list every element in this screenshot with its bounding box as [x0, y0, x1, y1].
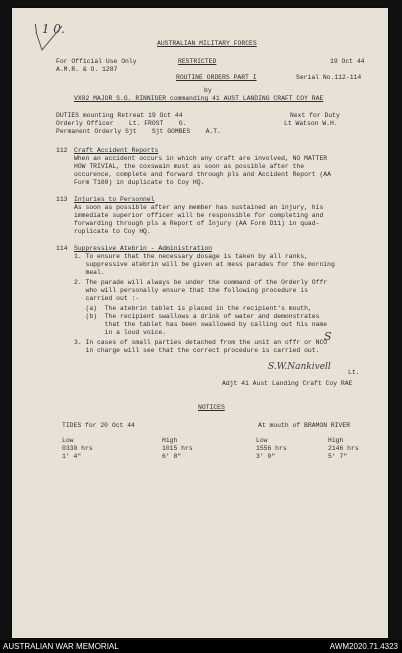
tide-height: 1' 4"	[62, 453, 82, 460]
tide-time: 0330 hrs	[62, 445, 93, 452]
item-text-line: As soon as possible after any member has sustained an injury, his	[74, 204, 324, 211]
item-text-line: immediate superior officer will be responsible for completing and	[74, 212, 324, 219]
item-text-line: forwarding through pls a Report of Injury (AA Form D11) in quad-	[74, 220, 320, 227]
handwritten-signature: S.W.Nankivell	[268, 362, 331, 372]
regulation-reference: A.M.R. & O. 1287	[56, 66, 118, 73]
item-text-line: 2. The parade will always be under the command of the Orderly Offr	[74, 279, 328, 286]
next-for-duty-name: Lt Watson W.H.	[284, 120, 338, 127]
tick-mark	[32, 24, 72, 54]
item-number: 114	[56, 245, 68, 252]
footer-institution: AUSTRALIAN WAR MEMORIAL	[3, 642, 119, 651]
tide-time: 2146 hrs	[328, 445, 359, 452]
document-page	[12, 8, 388, 638]
next-for-duty-label: Next for Duty	[290, 112, 340, 119]
tide-type: Low	[62, 437, 74, 444]
item-title: Craft Accident Reports	[74, 147, 159, 154]
item-text-line: meal.	[74, 269, 105, 276]
tide-type: Low	[256, 437, 268, 444]
permanent-orderly-line: Permanent Orderly Sjt Sjt GOMBES A.T.	[56, 128, 221, 135]
item-title: Suppressive Atebrin - Administration	[74, 245, 213, 252]
serial-number: Serial No.112-114	[296, 74, 362, 81]
tide-height: 5' 7"	[328, 453, 348, 460]
archive-footer	[0, 640, 402, 653]
tide-height: 3' 0"	[256, 453, 276, 460]
duties-line: DUTIES mounting Retreat 19 Oct 44	[56, 112, 183, 119]
tide-type: High	[328, 437, 344, 444]
item-text-line: (a) The atebrin tablet is placed in the recipient's mouth,	[74, 305, 312, 312]
tide-time: 1015 hrs	[162, 445, 193, 452]
item-text-line: ruplicate to Coy HQ.	[74, 228, 151, 235]
item-text-line: 1. To ensure that the necessary dosage is taken by all ranks,	[74, 253, 308, 260]
item-text-line: Form T160) in duplicate to Coy HQ.	[74, 179, 205, 186]
orders-title: ROUTINE ORDERS PART I	[176, 74, 257, 81]
orderly-officer-line: Orderly Officer Lt. FROST G.	[56, 120, 187, 127]
item-text-line: in a loud voice.	[74, 329, 167, 336]
tide-type: High	[162, 437, 178, 444]
item-text-line: occurence, complete and forward through pls and Accident Report (AA	[74, 171, 331, 178]
signatory-rank: Lt.	[348, 369, 360, 376]
item-text-line: (b) The recipient swallows a drink of water and demonstrates	[74, 313, 320, 320]
classification: RESTRICTED	[178, 58, 217, 65]
item-text-line: who will personally ensure that the following procedure is	[74, 287, 308, 294]
tide-height: 6' 8"	[162, 453, 182, 460]
item-title: Injuries to Personnel	[74, 196, 155, 203]
item-number: 113	[56, 196, 68, 203]
by-line: by	[204, 87, 212, 94]
tides-title: TIDES for 20 Oct 44	[62, 422, 135, 429]
item-text-line: suppressive atebrin will be given at mess parades for the morning	[74, 261, 335, 268]
official-use-line: For Official Use Only	[56, 58, 137, 65]
organisation-heading: AUSTRALIAN MILITARY FORCES	[157, 40, 257, 47]
handwritten-annotation: \ 1 0.	[34, 22, 65, 36]
notices-heading: NOTICES	[198, 404, 225, 411]
order-date: 19 Oct 44	[330, 58, 365, 65]
handwritten-initials: S	[324, 330, 332, 343]
item-text-line: When an accident occurs in which any craft are involved, NO MATTER	[74, 155, 328, 162]
item-text-line: carried out :-	[74, 295, 140, 302]
commander-line: VX82 MAJOR S.G. RINNIGER commanding 41 AUST LANDING CRAFT COY RAE	[74, 95, 324, 102]
item-text-line: HOW TRIVIAL, the coxswain must as soon as possible after the	[74, 163, 305, 170]
tide-time: 1556 hrs	[256, 445, 287, 452]
item-number: 112	[56, 147, 68, 154]
item-text-line: 3. In cases of small parties detached from the unit an offr or NCO	[74, 339, 328, 346]
item-text-line: in charge will see that the correct procedure is carried out.	[74, 347, 320, 354]
tide-location: At mouth of BRAMON RIVER	[258, 422, 351, 429]
signatory-appointment: Adjt 41 Aust Landing Craft Coy RAE	[222, 380, 353, 387]
footer-accession-number: AWM2020.71.4323	[329, 642, 398, 651]
item-text-line: that the tablet has been swallowed by calling out his name	[74, 321, 328, 328]
